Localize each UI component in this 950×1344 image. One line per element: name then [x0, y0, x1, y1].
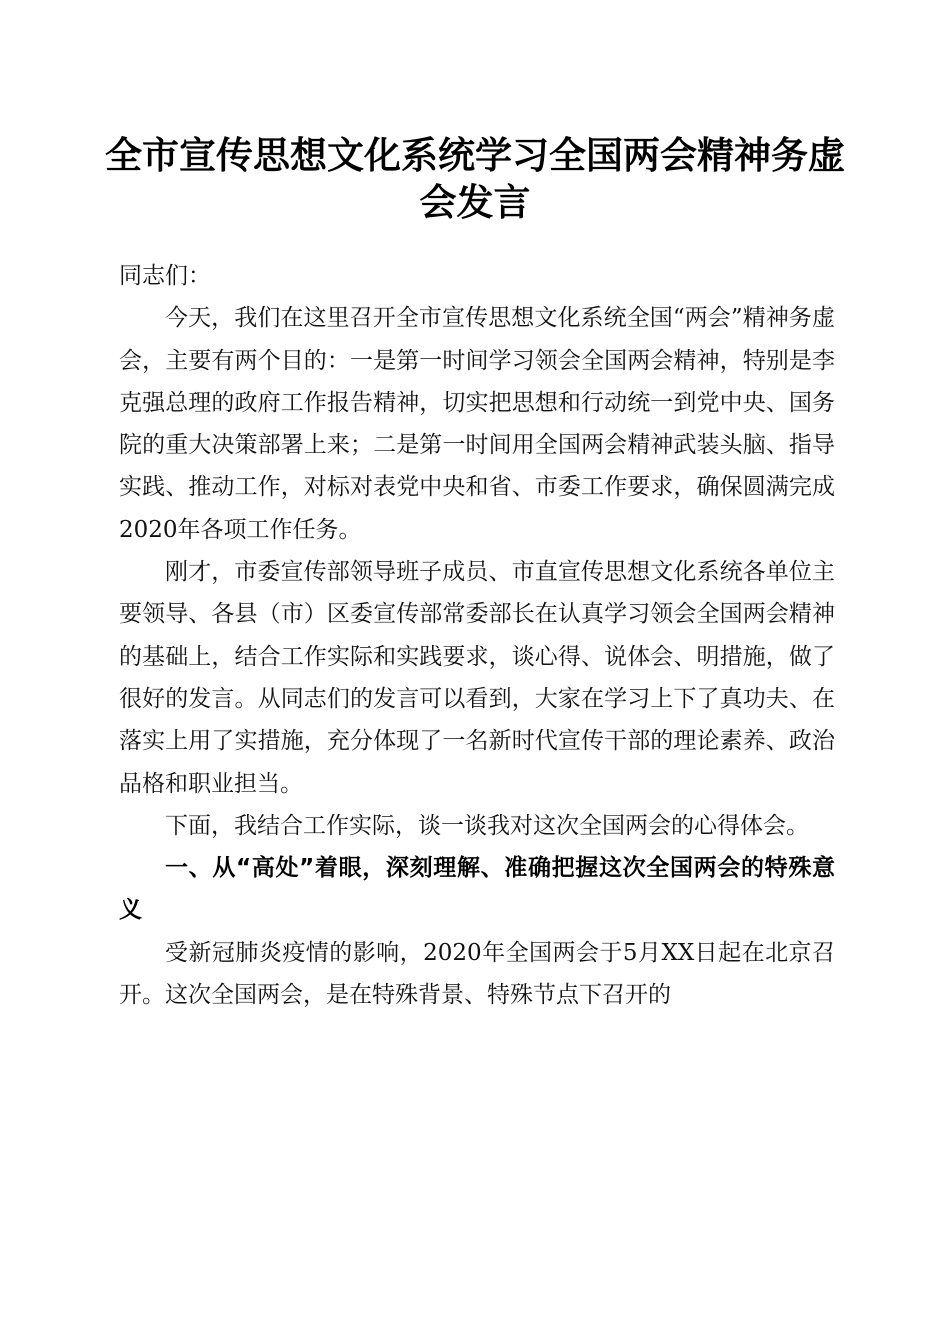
- paragraph-speeches-review: 刚才，市委宣传部领导班子成员、市直宣传思想文化系统各单位主要领导、各县（市）区委宣传部常委部长在认真学习领会全国两会精神的基础上，结合工作实际和实践要求，谈心得、说体会、明措施，做了很好的发言。从同志们的发言可以看到，大家在学习上下了真功夫、在落实上用了实措施，充分体现了一名新时代宣传干部的理论素养、政治品格和职业担当。: [119, 559, 835, 797]
- document-body: [119, 255, 835, 1016]
- paragraph-purpose: 今天，我们在这里召开全市宣传思想文化系统全国“两会”精神务虚会，主要有两个目的：一是第一时间学习领会全国两会精神，特别是李克强总理的政府工作报告精神，切实把思想和行动统一到党中央、国务院的重大决策部署上来；二是第一时间用全国两会精神武装头脑、指导实践、推动工作，对标对表党中央和省、市委工作要求，确保圆满完成2020年各项工作任务。: [119, 305, 835, 543]
- salutation: 同志们：: [119, 263, 211, 289]
- paragraph-transition: 下面，我结合工作实际，谈一谈我对这次全国两会的心得体会。: [165, 812, 809, 839]
- section-1-paragraph: 受新冠肺炎疫情的影响，2020年全国两会于5月XX日起在北京召开。这次全国两会，是在特殊背景、特殊节点下召开的: [119, 939, 835, 1009]
- section-heading-1: 一、从“高处”着眼，深刻理解、准确把握这次全国两会的特殊意义: [119, 855, 835, 924]
- document-title: 全市宣传思想文化系统学习全国两会精神务虚会发言: [105, 133, 845, 224]
